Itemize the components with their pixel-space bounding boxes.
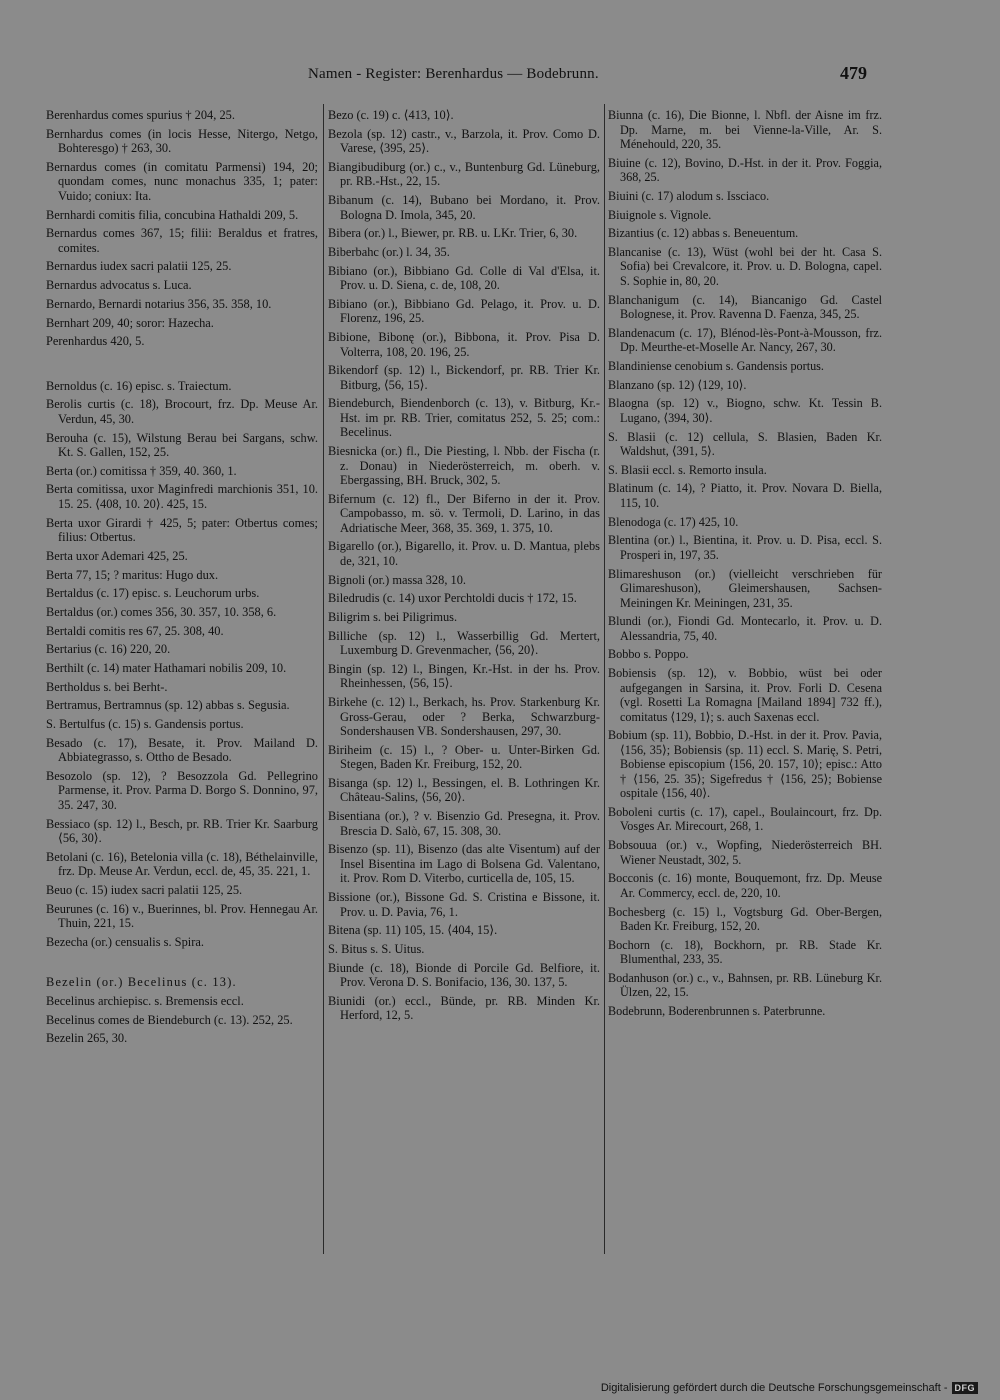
register-entry: Bernhart 209, 40; soror: Hazecha. xyxy=(46,315,214,330)
register-entry: Bibiano (or.), Bibbiano Gd. Colle di Val d'Elsa, it. Prov. u. D. Siena, c. de, 108, 20. xyxy=(328,263,600,293)
register-entry: Boboleni curtis (c. 17), capel., Boulaincourt, frz. Dp. Vosges Ar. Mirecourt, 268, 1. xyxy=(608,804,882,834)
register-entry: Becelinus comes de Biendeburch (c. 13). 252, 25. xyxy=(46,1012,293,1027)
register-entry: Bodanhuson (or.) c., v., Bahnsen, pr. RB. Lüneburg Kr. Ülzen, 22, 15. xyxy=(608,970,882,1000)
register-entry: Biledrudis (c. 14) uxor Perchtoldi ducis † 172, 15. xyxy=(328,591,577,606)
funding-note: Digitalisierung gefördert durch die Deutsche Forschungsgemeinschaft - xyxy=(600,1382,948,1394)
register-entry: Bibera (or.) l., Biewer, pr. RB. u. LKr. Trier, 6, 30. xyxy=(328,226,578,241)
register-entry: Bifernum (c. 12) fl., Der Biferno in der it. Prov. Campobasso, m. sö. v. Termoli, D. Larino, in das Adriatische Meer, 368, 35. 369, 1. 375, 10. xyxy=(328,491,600,535)
register-entry: Bingin (sp. 12) l., Bingen, Kr.-Hst. in der hs. Prov. Rheinhessen, ⟨56, 15⟩. xyxy=(328,661,600,691)
column-3 xyxy=(608,108,882,1023)
register-entry: Biendeburch, Biendenborch (c. 13), v. Bitburg, Kr.-Hst. im pr. RB. Trier, comitatus 252, 5. 25; com.: Becelinus. xyxy=(328,396,600,440)
register-entry: S. Blasii (c. 12) cellula, S. Blasien, Baden Kr. Waldshut, ⟨391, 5⟩. xyxy=(608,429,882,459)
register-entry: Billiche (sp. 12) l., Wasserbillig Gd. Mertert, Luxemburg D. Grevenmacher, ⟨56, 20⟩. xyxy=(328,628,600,658)
register-entry: S. Bitus s. S. Uitus. xyxy=(328,941,425,956)
register-entry: Bessiaco (sp. 12) l., Besch, pr. RB. Trier Kr. Saarburg ⟨56, 30⟩. xyxy=(46,816,318,846)
register-entry: Bobsouua (or.) v., Wopfing, Niederösterreich BH. Wiener Neustadt, 302, 5. xyxy=(608,838,882,867)
register-entry: Bizantius (c. 12) abbas s. Beneuentum. xyxy=(608,226,799,241)
register-entry: Bibiano (or.), Bibbiano Gd. Pelago, it. Prov. u. D. Florenz, 196, 25. xyxy=(328,296,600,326)
register-entry: Bezelin (or.) Becelinus (c. 13). xyxy=(46,975,237,990)
column-divider xyxy=(323,104,324,1254)
column-2 xyxy=(328,108,600,1027)
register-entry: Bisanga (sp. 12) l., Bessingen, el. B. Lothringen Kr. Château-Salins, ⟨56, 20⟩. xyxy=(328,775,600,805)
register-entry: Blanchanigum (c. 14), Biancanigo Gd. Castel Bolognese, it. Prov. Ravenna D. Faenza, 345, 25. xyxy=(608,292,882,322)
register-entry: S. Bertulfus (c. 15) s. Gandensis portus. xyxy=(46,717,244,731)
register-entry: Beuo (c. 15) iudex sacri palatii 125, 25. xyxy=(46,882,243,897)
register-entry: Beurunes (c. 16) v., Buerinnes, bl. Prov. Hennegau Ar. Thuin, 221, 15. xyxy=(46,901,318,931)
register-entry: Bochesberg (c. 15) l., Vogtsburg Gd. Ober-Bergen, Baden Kr. Freiburg, 152, 20. xyxy=(608,904,882,933)
register-entry: Bernardus comes 367, 15; filii: Beraldus et fratres, comites. xyxy=(46,226,318,255)
register-entry: Berouha (c. 15), Wilstung Berau bei Sargans, schw. Kt. S. Gallen, 152, 25. xyxy=(46,430,318,460)
register-entry: Bernoldus (c. 16) episc. s. Traiectum. xyxy=(46,378,232,393)
register-entry: Bezecha (or.) censualis s. Spira. xyxy=(46,934,204,949)
register-entry: Biesnicka (or.) fl., Die Piesting, l. Nbb. der Fischa (r. z. Donau) in Niederösterreich, m. oberh. v. Ebergassing, BH. Bruck, 302, 5. xyxy=(328,444,600,488)
register-entry: Bezelin 265, 30. xyxy=(46,1031,128,1046)
register-entry: Blaogna (sp. 12) v., Biogno, schw. Kt. Tessin B. Lugano, ⟨394, 30⟩. xyxy=(608,396,882,425)
register-entry: Bezo (c. 19) c. ⟨413, 10⟩. xyxy=(328,108,454,122)
register-entry: Biriheim (c. 15) l., ? Ober- u. Unter-Birken Gd. Stegen, Baden Kr. Freiburg, 152, 20. xyxy=(328,742,600,772)
register-entry: Biuine (c. 12), Bovino, D.-Hst. in der it. Prov. Foggia, 368, 25. xyxy=(608,155,882,185)
register-entry: Blenodoga (c. 17) 425, 10. xyxy=(608,514,739,529)
register-entry: Berthilt (c. 14) mater Hathamari nobilis 209, 10. xyxy=(46,660,287,675)
register-entry: Biunde (c. 18), Bionde di Porcile Gd. Belfiore, it. Prov. Verona D. S. Bonifacio, 136, 30. 137, 5. xyxy=(328,960,600,990)
register-entry: Bezola (sp. 12) castr., v., Barzola, it. Prov. Como D. Varese, ⟨395, 25⟩. xyxy=(328,126,600,156)
register-entry: Blanzano (sp. 12) ⟨129, 10⟩. xyxy=(608,377,747,392)
register-entry: Berta (or.) comitissa † 359, 40. 360, 1. xyxy=(46,463,237,478)
register-entry: Bibanum (c. 14), Bubano bei Mordano, it. Prov. Bologna D. Imola, 345, 20. xyxy=(328,193,600,222)
register-entry: Blentina (or.) l., Bientina, it. Prov. u. D. Pisa, eccl. S. Prosperi in, 197, 35. xyxy=(608,533,882,562)
page-number: 479 xyxy=(840,63,867,83)
register-entry: Bernardus comes (in comitatu Parmensi) 194, 20; quondam comes, nunc monachus 335, 1; pater: Vuido; coniux: Ita. xyxy=(46,159,318,203)
register-entry: Bochorn (c. 18), Bockhorn, pr. RB. Stade Kr. Blumenthal, 233, 35. xyxy=(608,937,882,967)
register-entry: Blundi (or.), Fiondi Gd. Montecarlo, it. Prov. u. D. Alessandria, 75, 40. xyxy=(608,614,882,643)
dfg-logo: DFG xyxy=(952,1382,979,1394)
register-entry: Berta uxor Girardi † 425, 5; pater: Otbertus comes; filius: Otbertus. xyxy=(46,515,318,545)
register-entry: Biuini (c. 17) alodum s. Issciaco. xyxy=(608,188,770,203)
register-entry: Bernardo, Bernardi notarius 356, 35. 358, 10. xyxy=(46,296,272,311)
running-title: Namen - Register: Berenhardus — Bodebrunn. xyxy=(308,66,599,82)
register-entry: Bigarello (or.), Bigarello, it. Prov. u. D. Mantua, plebs de, 321, 10. xyxy=(328,539,600,568)
register-entry: Bobiensis (sp. 12), v. Bobbio, wüst bei oder aufgegangen in Sarsina, it. Prov. Forli D. Cesena (vgl. Rosetti La Romagna [Mailand 1894] 732 ff.), comitatus ⟨129, 1⟩; s. auch Saxenas eccl. xyxy=(608,666,882,724)
register-entry: Bertholdus s. bei Berht-. xyxy=(46,679,168,694)
register-entry: Biligrim s. bei Piligrimus. xyxy=(328,610,458,624)
register-entry: Berenhardus comes spurius † 204, 25. xyxy=(46,108,235,122)
register-entry: Blandenacum (c. 17), Blénod-lès-Pont-à-Mousson, frz. Dp. Meurthe-et-Moselle Ar. Nancy, 267, 30. xyxy=(608,325,882,355)
register-entry: Bignoli (or.) massa 328, 10. xyxy=(328,572,467,587)
column-divider xyxy=(604,104,605,1254)
register-entry: Bissione (or.), Bissone Gd. S. Cristina e Bissone, it. Prov. u. D. Pavia, 76, 1. xyxy=(328,890,600,919)
register-entry: Bertaldus (or.) comes 356, 30. 357, 10. 358, 6. xyxy=(46,604,277,619)
register-entry: Biuignole s. Vignole. xyxy=(608,207,712,222)
register-entry: Biunidi (or.) eccl., Bünde, pr. RB. Minden Kr. Herford, 12, 5. xyxy=(328,993,600,1023)
register-entry: Bitena (sp. 11) 105, 15. ⟨404, 15⟩. xyxy=(328,923,498,938)
register-entry: Bisentiana (or.), ? v. Bisenzio Gd. Presegna, it. Prov. Brescia D. Salò, 67, 15. 308, 30. xyxy=(328,809,600,838)
register-entry: Blatinum (c. 14), ? Piatto, it. Prov. Novara D. Biella, 115, 10. xyxy=(608,481,882,510)
register-entry: Bernardus iudex sacri palatii 125, 25. xyxy=(46,259,232,274)
register-entry: Berta uxor Ademari 425, 25. xyxy=(46,548,188,563)
register-entry: Bernhardus comes (in locis Hesse, Nitergo, Netgo, Bohteresgo) † 263, 30. xyxy=(46,126,318,156)
register-entry: Besado (c. 17), Besate, it. Prov. Mailand D. Abbiategrasso, s. Ottho de Besado. xyxy=(46,735,318,765)
register-entry: Bertaldi comitis res 67, 25. 308, 40. xyxy=(46,623,224,638)
register-entry: Perenhardus 420, 5. xyxy=(46,334,145,349)
register-entry: Blandiniense cenobium s. Gandensis portus. xyxy=(608,359,824,373)
register-entry: Bocconis (c. 16) monte, Bouquemont, frz. Dp. Meuse Ar. Commercy, eccl. de, 220, 10. xyxy=(608,871,882,900)
register-entry: Bisenzo (sp. 11), Bisenzo (das alte Visentum) auf der Insel Bisentina im Lago di Bolsena Gd. Valentano, it. Prov. Rom D. Viterbo, curticella de, 105, 15. xyxy=(328,842,600,886)
register-entry: Bernardus advocatus s. Luca. xyxy=(46,278,192,293)
register-entry: S. Blasii eccl. s. Remorto insula. xyxy=(608,462,767,477)
register-entry: Berta 77, 15; ? maritus: Hugo dux. xyxy=(46,567,219,582)
register-entry: Bobium (sp. 11), Bobbio, D.-Hst. in der it. Prov. Pavia, ⟨156, 35⟩; Bobiensis (sp. 11) eccl. S. Marię, S. Petri, Bobiense episcopium ⟨156, 20. 157, 10⟩; episc.: Atto † ⟨156, 25. 35⟩; Sigefredus † ⟨156, 25⟩; Bobiense ospitale ⟨156, 40⟩. xyxy=(608,728,882,801)
register-entry: Bikendorf (sp. 12) l., Bickendorf, pr. RB. Trier Kr. Bitburg, ⟨56, 15⟩. xyxy=(328,363,600,392)
register-entry: Bobbo s. Poppo. xyxy=(608,647,689,662)
register-entry: Blimareshuson (or.) (vielleicht verschrieben für Glimareshuson), Gleimershausen, Sachsen-Meiningen Kr. Meiningen, 231, 35. xyxy=(608,566,882,610)
register-entry: Bernhardi comitis filia, concubina Hathaldi 209, 5. xyxy=(46,207,299,222)
register-entry: Biunna (c. 16), Die Bionne, l. Nbfl. der Aisne im frz. Dp. Marne, m. bei Vienne-la-Ville, Ar. S. Ménehould, 220, 35. xyxy=(608,108,882,151)
register-entry: Bertaldus (c. 17) episc. s. Leuchorum urbs. xyxy=(46,586,260,601)
register-entry: Berolis curtis (c. 18), Brocourt, frz. Dp. Meuse Ar. Verdun, 45, 30. xyxy=(46,397,318,426)
register-entry: Becelinus archiepisc. s. Bremensis eccl. xyxy=(46,994,244,1008)
register-entry: Bibione, Bibonę (or.), Bibbona, it. Prov. Pisa D. Volterra, 108, 20. 196, 25. xyxy=(328,330,600,359)
register-entry: Biberbahc (or.) l. 34, 35. xyxy=(328,244,450,259)
register-entry: Betolani (c. 16), Betelonia villa (c. 18), Béthelainville, frz. Dp. Meuse Ar. Verdun, eccl. de, 45, 35. 221, 1. xyxy=(46,849,318,879)
register-entry: Birkehe (c. 12) l., Berkach, hs. Prov. Starkenburg Kr. Gross-Gerau, oder ? Berka, Schwarzburg-Sondershausen VB. Sondershausen, 297, 30. xyxy=(328,695,600,739)
register-entry: Bertarius (c. 16) 220, 20. xyxy=(46,642,171,657)
register-entry: Biangibudiburg (or.) c., v., Buntenburg Gd. Lüneburg, pr. RB.-Hst., 22, 15. xyxy=(328,159,600,189)
register-entry: Bertramus, Bertramnus (sp. 12) abbas s. Segusia. xyxy=(46,698,290,713)
register-entry: Bodebrunn, Boderenbrunnen s. Paterbrunne. xyxy=(608,1004,826,1019)
register-entry: Besozolo (sp. 12), ? Besozzola Gd. Pellegrino Parmense, it. Prov. Parma D. Borgo S. Donnino, 97, 35. 247, 30. xyxy=(46,768,318,812)
page-footer xyxy=(601,1382,978,1394)
column-1 xyxy=(46,108,318,1050)
register-entry: Blancanise (c. 13), Wüst (wohl bei der ht. Casa S. Sofia) bei Crevalcore, it. Prov. u. D. Bologna, capel. S. Sophie in, 80, 20. xyxy=(608,244,882,288)
register-entry: Berta comitissa, uxor Maginfredi marchionis 351, 10. 15. 25. ⟨408, 10. 20⟩. 425, 15. xyxy=(46,482,318,511)
